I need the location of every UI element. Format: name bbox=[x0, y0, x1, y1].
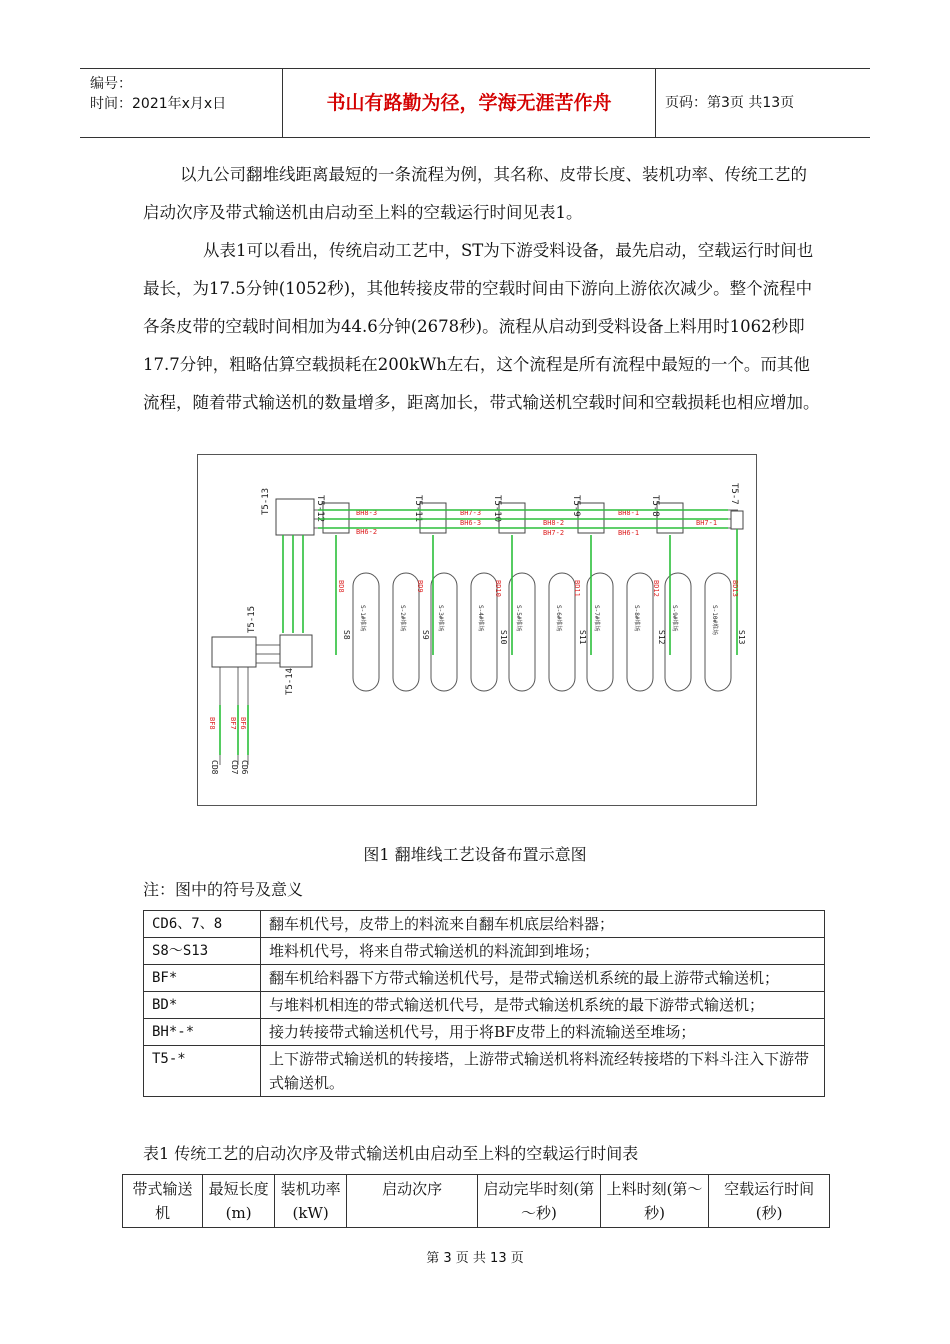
legend-symbol: CD6、7、8 bbox=[144, 911, 261, 938]
tower-label: T5-15 bbox=[247, 605, 257, 633]
belt-label: BH8-3 bbox=[356, 509, 378, 517]
legend-meaning: 翻车机代号，皮带上的料流来自翻车机底层给料器； bbox=[261, 911, 825, 938]
column-header: 启动完毕时刻(第～秒) bbox=[478, 1175, 601, 1228]
belt-label: BH8-1 bbox=[618, 509, 640, 517]
bf-label: BF8 bbox=[208, 717, 216, 730]
table-row bbox=[144, 1019, 825, 1046]
table-row bbox=[144, 911, 825, 938]
page-header bbox=[80, 68, 870, 138]
dumper-label: CD7 bbox=[230, 760, 239, 775]
table-row bbox=[144, 938, 825, 965]
startup-time-table bbox=[122, 1174, 830, 1228]
diagram-svg bbox=[198, 455, 756, 805]
legend-meaning: 接力转接带式输送机代号，用于将BF皮带上的料流输送至堆场； bbox=[261, 1019, 825, 1046]
stacker-label: S9 bbox=[421, 630, 430, 640]
paragraph-1: 以九公司翻堆线距离最短的一条流程为例，其名称、皮带长度、装机功率、传统工艺的启动次序及带式输送机由启动至上料的空载运行时间见表1。 bbox=[143, 165, 807, 222]
yard-label: S-5#堆场 bbox=[515, 605, 522, 632]
bd-label: BD8 bbox=[337, 580, 345, 593]
table-row bbox=[144, 965, 825, 992]
bd-label: BD10 bbox=[494, 580, 502, 597]
yard-label: S-2#堆场 bbox=[399, 605, 406, 632]
bf-label: BF7 bbox=[229, 717, 237, 730]
paragraph-2: 从表1可以看出，传统启动工艺中，ST为下游受料设备，最先启动，空载运行时间也最长，为17.5分钟(1052秒)，其他转接皮带的空载时间由下游向上游依次减少。整个流程中各条皮带的空载时间相加为44.6分钟(2678秒)。流程从启动到受料设备上料用时1062秒即17.7分钟，粗略估算空载损耗在200kWh左右，这个流程是所有流程中最短的一个。而其他流程，随着带式输送机的数量增多，距离加长，带式输送机空载时间和空载损耗也相应增加。 bbox=[143, 241, 820, 412]
legend-meaning: 翻车机给料器下方带式输送机代号，是带式输送机系统的最上游带式输送机； bbox=[261, 965, 825, 992]
legend-symbol: BD* bbox=[144, 992, 261, 1019]
yard-label: S-7#堆场 bbox=[593, 605, 600, 632]
header-meta bbox=[80, 69, 283, 137]
yard-label: S-10#堆场 bbox=[711, 605, 718, 636]
belt-label: BH6-3 bbox=[460, 519, 482, 527]
legend-symbol: S8～S13 bbox=[144, 938, 261, 965]
note-title: 注：图中的符号及意义 bbox=[143, 880, 304, 899]
belt-label: BH6-2 bbox=[356, 528, 378, 536]
bd-label: BD11 bbox=[573, 580, 581, 597]
belt-label: BH6-1 bbox=[618, 529, 640, 537]
tower-label: T5-10 bbox=[492, 495, 502, 523]
tower-label: T5-9 bbox=[571, 495, 581, 517]
yard-label: S-4#堆场 bbox=[477, 605, 484, 632]
bd-label: BD13 bbox=[731, 580, 739, 597]
legend-meaning: 上下游带式输送机的转接塔，上游带式输送机将料流经转接塔的下料斗注入下游带式输送机。 bbox=[261, 1046, 825, 1097]
tower-label: T5-7 bbox=[729, 483, 739, 505]
bf-label: BF6 bbox=[239, 717, 247, 730]
yard-label: S-1#堆场 bbox=[359, 605, 366, 632]
yard-label: S-8#堆场 bbox=[633, 605, 640, 632]
page-footer: 第 3 页 共 13 页 bbox=[426, 1251, 524, 1266]
yard-label: S-6#堆场 bbox=[555, 605, 562, 632]
stacker-label: S13 bbox=[737, 630, 746, 645]
legend-symbol: BH*-* bbox=[144, 1019, 261, 1046]
bd-label: BD9 bbox=[416, 580, 424, 593]
dumper-label: CD8 bbox=[210, 760, 219, 775]
tower-label: T5-8 bbox=[650, 495, 660, 517]
process-layout-diagram bbox=[197, 454, 757, 806]
page-number-label: 页码：第3页 共13页 bbox=[665, 95, 795, 111]
stacker-label: S10 bbox=[499, 630, 508, 645]
legend-meaning: 堆料机代号，将来自带式输送机的料流卸到堆场； bbox=[261, 938, 825, 965]
table-caption: 表1 传统工艺的启动次序及带式输送机由启动至上料的空载运行时间表 bbox=[143, 1144, 639, 1163]
legend-symbol: BF* bbox=[144, 965, 261, 992]
bd-label: BD12 bbox=[652, 580, 660, 597]
figure-caption: 图1 翻堆线工艺设备布置示意图 bbox=[363, 845, 587, 864]
column-header: 上料时刻(第～秒) bbox=[600, 1175, 709, 1228]
yard-label: S-9#堆场 bbox=[671, 605, 678, 632]
tower-label: T5-14 bbox=[285, 667, 295, 695]
time-label: 时间：2021年x月x日 bbox=[90, 96, 227, 112]
column-header: 空载运行时间(秒) bbox=[709, 1175, 830, 1228]
column-header: 带式输送机 bbox=[123, 1175, 203, 1228]
tower-label: T5-11 bbox=[413, 495, 423, 523]
column-header: 装机功率(kW) bbox=[275, 1175, 347, 1228]
belt-label: BH7-1 bbox=[696, 519, 718, 527]
belt-label: BH7-3 bbox=[460, 509, 482, 517]
table-header-row bbox=[123, 1175, 830, 1228]
stacker-label: S12 bbox=[657, 630, 666, 645]
tower-label: T5-13 bbox=[261, 487, 271, 515]
belt-label: BH7-2 bbox=[543, 529, 565, 537]
table-row bbox=[144, 1046, 825, 1097]
legend-meaning: 与堆料机相连的带式输送机代号，是带式输送机系统的最下游带式输送机； bbox=[261, 992, 825, 1019]
legend-symbol: T5-* bbox=[144, 1046, 261, 1097]
tower-label: T5-12 bbox=[315, 495, 325, 523]
header-motto: 书山有路勤为径，学海无涯苦作舟 bbox=[283, 69, 656, 137]
dumper-label: CD6 bbox=[240, 760, 249, 775]
column-header: 启动次序 bbox=[347, 1175, 478, 1228]
belt-label: BH8-2 bbox=[543, 519, 565, 527]
stacker-label: S8 bbox=[342, 630, 351, 640]
yard-label: S-3#堆场 bbox=[437, 605, 444, 632]
table-row bbox=[144, 992, 825, 1019]
column-header: 最短长度(m) bbox=[203, 1175, 275, 1228]
stacker-label: S11 bbox=[578, 630, 587, 645]
number-label: 编号： bbox=[90, 76, 132, 92]
symbol-legend-table bbox=[143, 910, 825, 1097]
